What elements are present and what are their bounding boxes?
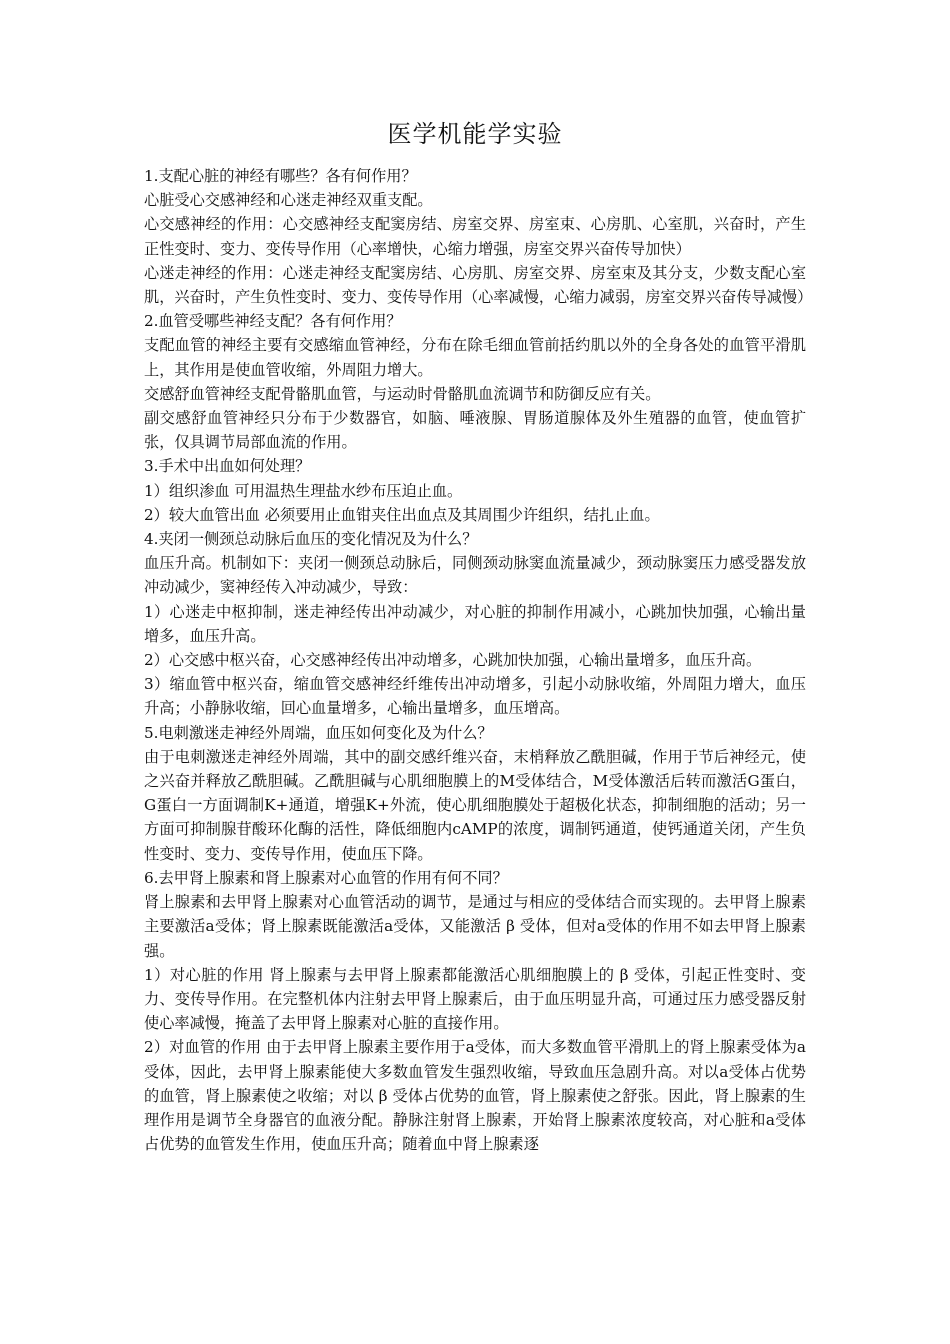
question-2: 2.血管受哪些神经支配？各有何作用？ xyxy=(144,312,402,331)
answer-paragraph: 肾上腺素和去甲肾上腺素对心血管活动的调节，是通过与相应的受体结合而实现的。去甲肾上腺素主要激活a受体；肾上腺素既能激活a受体，又能激活 β 受体，但对a受体的作用不如去甲肾上腺素强。 xyxy=(144,893,806,960)
answer-paragraph: 心脏受心交感神经和心迷走神经双重支配。 xyxy=(144,191,433,210)
question-1: 1.支配心脏的神经有哪些？各有何作用？ xyxy=(144,167,417,185)
document-body xyxy=(144,164,813,1156)
answer-paragraph: 心交感神经的作用：心交感神经支配窦房结、房室交界、房室束、心房肌、心室肌，兴奋时，产生正性变时、变力、变传导作用（心率增快，心缩力增强，房室交界兴奋传导加快） xyxy=(144,215,806,258)
answer-paragraph: 副交感舒血管神经只分布于少数器官，如脑、唾液腺、胃肠道腺体及外生殖器的血管，使血管扩张，仅具调节局部血流的作用。 xyxy=(144,409,806,452)
question-3: 3.手术中出血如何处理？ xyxy=(144,457,311,476)
answer-paragraph: 2）较大血管出血 必须要用止血钳夹住出血点及其周围少许组织，结扎止血。 xyxy=(144,505,660,524)
answer-paragraph: 由于电刺激迷走神经外周端，其中的副交感纤维兴奋，末梢释放乙酰胆碱，作用于节后神经元，使之兴奋并释放乙酰胆碱。乙酰胆碱与心肌细胞膜上的M受体结合，M受体激活后转而激活G蛋白，G蛋白一方面调制K+通道，增强K+外流，使心肌细胞膜处于超极化状态，抑制细胞的活动；另一方面可抑制腺苷酸环化酶的活性，降低细胞内cAMP的浓度，调制钙通道，使钙通道关闭，产生负性变时、变力、变传导作用，使血压下降。 xyxy=(144,747,806,863)
answer-paragraph: 支配血管的神经主要有交感缩血管神经，分布在除毛细血管前括约肌以外的全身各处的血管平滑肌上，其作用是使血管收缩，外周阻力增大。 xyxy=(144,336,806,379)
answer-paragraph: 2）心交感中枢兴奋，心交感神经传出冲动增多，心跳加快加强，心输出量增多，血压升高。 xyxy=(144,651,762,670)
answer-paragraph: 1）对心脏的作用 肾上腺素与去甲肾上腺素都能激活心肌细胞膜上的 β 受体，引起正性变时、变力、变传导作用。在完整机体内注射去甲肾上腺素后，由于血压明显升高，可通过压力感受器反射使心率减慢，掩盖了去甲肾上腺素对心脏的直接作用。 xyxy=(144,965,806,1033)
answer-paragraph: 1）心迷走中枢抑制，迷走神经传出冲动减少，对心脏的抑制作用减小，心跳加快加强，心输出量增多，血压升高。 xyxy=(144,602,806,645)
question-6: 6.去甲肾上腺素和肾上腺素对心血管的作用有何不同？ xyxy=(144,868,508,887)
answer-paragraph: 1）组织渗血 可用温热生理盐水纱布压迫止血。 xyxy=(144,481,463,500)
document-page xyxy=(144,118,813,1156)
answer-paragraph: 3）缩血管中枢兴奋，缩血管交感神经纤维传出冲动增多，引起小动脉收缩，外周阻力增大，血压升高；小静脉收缩，回心血量增多，心输出量增多，血压增高。 xyxy=(144,675,806,718)
answer-paragraph: 交感舒血管神经支配骨骼肌血管，与运动时骨骼肌血流调节和防御反应有关。 xyxy=(144,384,661,403)
answer-paragraph: 血压升高。机制如下：夹闭一侧颈总动脉后，同侧颈动脉窦血流量减少，颈动脉窦压力感受器发放冲动减少，窦神经传入冲动减少，导致： xyxy=(144,554,806,597)
answer-paragraph: 心迷走神经的作用：心迷走神经支配窦房结、心房肌、房室交界、房室束及其分支，少数支配心室肌，兴奋时，产生负性变时、变力、变传导作用（心率减慢，心缩力减弱，房室交界兴奋传导减慢） xyxy=(144,263,813,307)
document-title: 医学机能学实验 xyxy=(387,120,563,148)
question-4: 4.夹闭一侧颈总动脉后血压的变化情况及为什么？ xyxy=(144,530,478,549)
answer-paragraph: 2）对血管的作用 由于去甲肾上腺素主要作用于a受体，而大多数血管平滑肌上的肾上腺素受体为a受体，因此，去甲肾上腺素能使大多数血管发生强烈收缩，导致血压急剧升高。对以a受体占优势的血管，肾上腺素使之收缩；对以 β 受体占优势的血管，肾上腺素使之舒张。因此，肾上腺素的生理作用是调节全身器官的血液分配。静脉注射肾上腺素，开始肾上腺素浓度较高，对心脏和a受体占优势的血管发生作用，使血压升高；随着血中肾上腺素逐 xyxy=(144,1038,806,1154)
question-5: 5.电刺激迷走神经外周端，血压如何变化及为什么？ xyxy=(144,723,493,742)
